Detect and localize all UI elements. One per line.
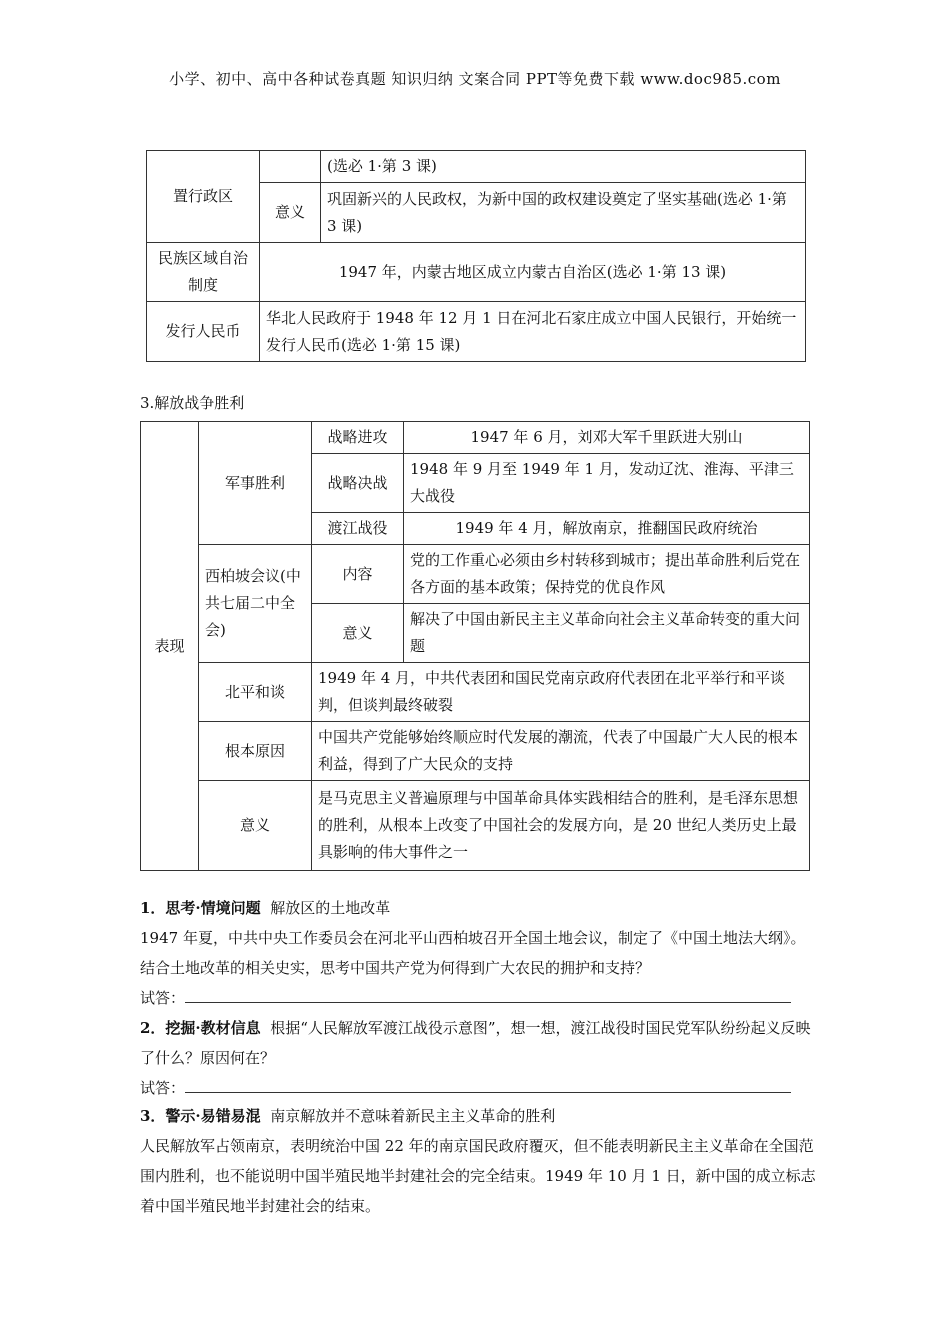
q1-head: 1．思考·情境问题 [140,899,261,917]
label-genben: 根本原因 [199,722,312,781]
label-neirong: 内容 [312,545,404,604]
q3-topic: 南京解放并不意味着新民主主义革命的胜利 [270,1107,556,1125]
q3-body: 人民解放军占领南京，表明统治中国 22 年的南京国民政府覆灭，但不能表明新民主主义革命在全国范围内胜利，也不能说明中国半殖民地半封建社会的完全结束。1949 年 10 月 1 日，新中国的成立标志着中国半殖民地半封建社会的结束。 [140,1137,816,1215]
cell-row1-text: (选必 1·第 3 课) [321,151,806,183]
label-jingong: 战略进攻 [312,422,404,454]
q2-answer-line[interactable] [185,1074,791,1093]
table-administrative [146,150,806,362]
question-1 [140,893,816,1013]
cell-neirong: 党的工作重心必须由乡村转移到城市；提出革命胜利后党在各方面的基本政策；保持党的优良作风 [404,545,810,604]
label-juezhan: 战略决战 [312,454,404,513]
q1-answer-line[interactable] [185,984,791,1003]
cell-empty [260,151,321,183]
label-xibaipo: 西柏坡会议(中共七届二中全会) [199,545,312,663]
cell-row4-text: 华北人民政府于 1948 年 12 月 1 日在河北石家庄成立中国人民银行，开始统一发行人民币(选必 1·第 15 课) [260,302,806,362]
label-yiyi2: 意义 [199,781,312,871]
q2-body: 根据“人民解放军渡江战役示意图”，想一想，渡江战役时国民党军队纷纷起义反映了什么？原因何在？ [140,1019,811,1067]
q1-topic: 解放区的土地改革 [270,899,391,917]
cell-yiyi: 解决了中国由新民主主义革命向社会主义革命转变的重大问题 [404,604,810,663]
q3-head: 3．警示·易错易混 [140,1107,261,1125]
q1-answer-label: 试答： [140,989,186,1007]
cell-jingong: 1947 年 6 月，刘邓大军千里跃进大别山 [404,422,810,454]
label-biaoxian: 表现 [141,422,199,871]
label-yiyi: 意义 [312,604,404,663]
cell-yiyi2: 是马克思主义普遍原理与中国革命具体实践相结合的胜利，是毛泽东思想的胜利，从根本上改变了中国社会的发展方向，是 20 世纪人类历史上最具影响的伟大事件之一 [312,781,810,871]
cell-row2-text: 巩固新兴的人民政权，为新中国的政权建设奠定了坚实基础(选必 1·第 3 课) [321,183,806,243]
question-3 [140,1101,816,1221]
label-dujiang: 渡江战役 [312,513,404,545]
table-victory [140,421,810,871]
page-header: 小学、初中、高中各种试卷真题 知识归纳 文案合同 PPT等免费下载 www.doc985.com [169,70,781,88]
label-yiyi: 意义 [260,183,321,243]
q2-answer-label: 试答： [140,1079,186,1097]
label-minzu: 民族区域自治制度 [147,243,260,302]
label-beiping: 北平和谈 [199,663,312,722]
q1-body: 1947 年夏，中共中央工作委员会在河北平山西柏坡召开全国土地会议，制定了《中国土地法大纲》。结合土地改革的相关史实，思考中国共产党为何得到广大农民的拥护和支持？ [140,929,806,977]
q2-head: 2．挖掘·教材信息 [140,1019,261,1037]
label-zhixingzhengqu: 置行政区 [147,151,260,243]
section-title: 3.解放战争胜利 [140,394,245,412]
label-military: 军事胜利 [199,422,312,545]
cell-row3-text: 1947 年，内蒙古地区成立内蒙古自治区(选必 1·第 13 课) [260,243,806,302]
label-renminbi: 发行人民币 [147,302,260,362]
question-2 [140,1013,816,1103]
cell-genben: 中国共产党能够始终顺应时代发展的潮流，代表了中国最广大人民的根本利益，得到了广大民众的支持 [312,722,810,781]
cell-beiping: 1949 年 4 月，中共代表团和国民党南京政府代表团在北平举行和平谈判，但谈判最终破裂 [312,663,810,722]
cell-dujiang: 1949 年 4 月，解放南京，推翻国民政府统治 [404,513,810,545]
cell-juezhan: 1948 年 9 月至 1949 年 1 月，发动辽沈、淮海、平津三大战役 [404,454,810,513]
